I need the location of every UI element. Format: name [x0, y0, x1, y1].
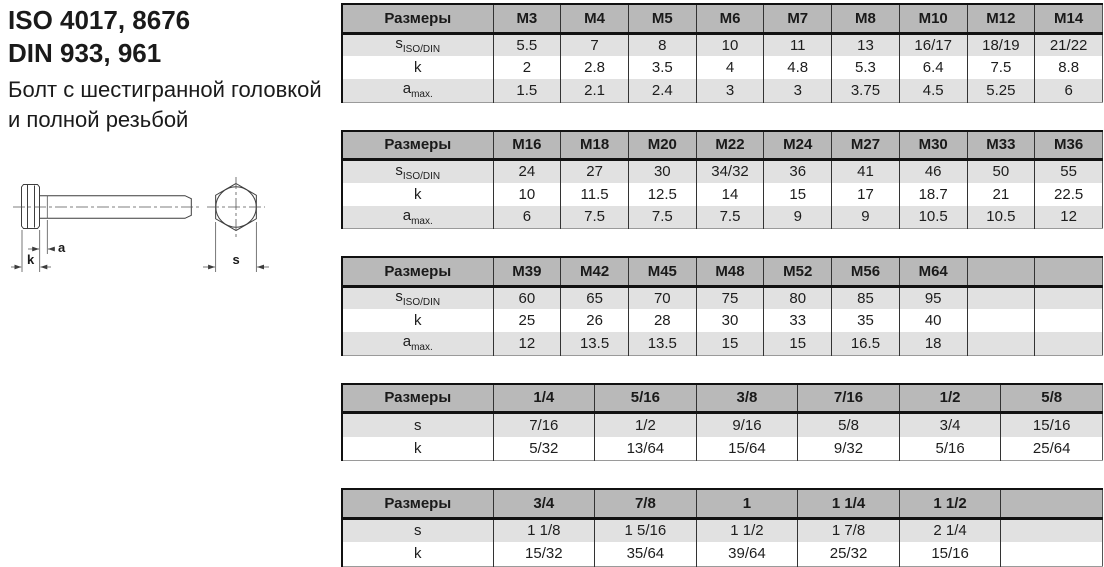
size-value-cell: 7/16 — [493, 413, 595, 437]
column-header-empty — [1001, 489, 1103, 518]
row-label-k: k — [414, 59, 422, 76]
size-value-cell: 8.8 — [1035, 56, 1103, 79]
column-header-7-8: 7/8 — [595, 489, 697, 518]
column-header-5-8: 5/8 — [1001, 384, 1103, 413]
column-header-5-16: 5/16 — [595, 384, 697, 413]
size-value-cell: 21 — [967, 183, 1035, 206]
size-value-cell: 1 1/8 — [493, 518, 595, 542]
table-header-row — [342, 4, 1103, 33]
column-header-m16: M16 — [493, 131, 561, 160]
size-value-cell: 1.5 — [493, 79, 561, 102]
size-value-cell: 6 — [493, 206, 561, 229]
size-value-cell: 9/16 — [696, 413, 798, 437]
size-value-cell: 1 7/8 — [798, 518, 900, 542]
size-value-cell: 30 — [696, 309, 764, 332]
dimension-row-s — [342, 33, 1103, 56]
size-value-cell: 18/19 — [967, 33, 1035, 56]
column-header-m36: M36 — [1035, 131, 1103, 160]
column-header-7-16: 7/16 — [798, 384, 900, 413]
column-header-m27: M27 — [832, 131, 900, 160]
size-value-cell: 15 — [696, 332, 764, 355]
column-header-m56: M56 — [832, 257, 900, 286]
table-header-row — [342, 384, 1103, 413]
table-header-label: Размеры — [342, 489, 493, 518]
size-value-cell: 12 — [1035, 206, 1103, 229]
row-label-s: $s_{ISO/DIN}$ — [395, 35, 441, 56]
column-header-1: 1 — [696, 489, 798, 518]
size-value-cell: 1/2 — [595, 413, 697, 437]
size-value-cell: 15/32 — [493, 542, 595, 566]
size-value-cell: 1 5/16 — [595, 518, 697, 542]
column-header-3-8: 3/8 — [696, 384, 798, 413]
size-value-cell: 39/64 — [696, 542, 798, 566]
dimension-k — [11, 230, 51, 272]
column-header-m45: M45 — [628, 257, 696, 286]
size-value-cell: 10.5 — [967, 206, 1035, 229]
dimension-row-s — [342, 413, 1103, 437]
size-value-cell: 40 — [899, 309, 967, 332]
size-value-cell: 18 — [899, 332, 967, 355]
product-description — [8, 75, 342, 135]
row-label-a: $a_{max.}$ — [402, 333, 433, 354]
table-header-label: Размеры — [342, 384, 493, 413]
size-value-cell: 12.5 — [628, 183, 696, 206]
column-header-m10: M10 — [899, 4, 967, 33]
table-header-label: Размеры — [342, 4, 493, 33]
size-value-cell: 9/32 — [798, 437, 900, 461]
size-value-cell: 85 — [832, 286, 900, 309]
size-value-cell: 10 — [696, 33, 764, 56]
column-header-m33: M33 — [967, 131, 1035, 160]
size-value-cell: 4.5 — [899, 79, 967, 102]
size-value-cell: 70 — [628, 286, 696, 309]
size-value-cell: 7.5 — [696, 206, 764, 229]
size-value-cell: 8 — [628, 33, 696, 56]
dimension-tables-panel — [341, 3, 1103, 567]
dimension-row-a — [342, 332, 1103, 355]
dimension-table-inch-small — [341, 383, 1103, 462]
size-value-cell: 21/22 — [1035, 33, 1103, 56]
standard-iso-title: ISO 4017, 8676 — [8, 5, 191, 35]
size-value-cell: 5/16 — [899, 437, 1001, 461]
size-value-cell: 1 1/2 — [696, 518, 798, 542]
column-header-m52: M52 — [764, 257, 832, 286]
row-label-s: s — [414, 522, 422, 540]
dimension-row-k — [342, 183, 1103, 206]
size-value-cell: 7.5 — [628, 206, 696, 229]
column-header-m42: M42 — [561, 257, 629, 286]
column-header-1-1-4: 1 1/4 — [798, 489, 900, 518]
dimension-k-label: k — [27, 252, 35, 267]
size-value-cell: 3/4 — [899, 413, 1001, 437]
size-value-cell: 13.5 — [628, 332, 696, 355]
size-value-cell: 25/32 — [798, 542, 900, 566]
size-value-cell: 33 — [764, 309, 832, 332]
size-value-cell: 10.5 — [899, 206, 967, 229]
empty-cell — [967, 309, 1035, 332]
size-value-cell: 6.4 — [899, 56, 967, 79]
column-header-m30: M30 — [899, 131, 967, 160]
row-label-k: k — [414, 439, 422, 457]
size-value-cell: 27 — [561, 160, 629, 183]
size-value-cell: 2.4 — [628, 79, 696, 102]
dimension-a-label: a — [58, 240, 66, 255]
dimension-row-k — [342, 437, 1103, 461]
bolt-head-side-view — [22, 185, 40, 229]
size-value-cell: 16/17 — [899, 33, 967, 56]
column-header-m39: M39 — [493, 257, 561, 286]
column-header-m48: M48 — [696, 257, 764, 286]
size-value-cell: 15 — [764, 183, 832, 206]
size-value-cell: 11.5 — [561, 183, 629, 206]
size-value-cell: 75 — [696, 286, 764, 309]
size-value-cell: 25/64 — [1001, 437, 1103, 461]
description-line-1: Болт с шестигранной головкой — [8, 77, 322, 102]
column-header-m7: M7 — [764, 4, 832, 33]
column-header-m12: M12 — [967, 4, 1035, 33]
size-value-cell: 35/64 — [595, 542, 697, 566]
size-value-cell: 2.8 — [561, 56, 629, 79]
size-value-cell: 11 — [764, 33, 832, 56]
size-value-cell: 34/32 — [696, 160, 764, 183]
size-value-cell: 7.5 — [967, 56, 1035, 79]
size-value-cell: 5/32 — [493, 437, 595, 461]
table-header-row — [342, 131, 1103, 160]
column-header-m22: M22 — [696, 131, 764, 160]
size-value-cell: 24 — [493, 160, 561, 183]
size-value-cell: 26 — [561, 309, 629, 332]
size-value-cell: 16.5 — [832, 332, 900, 355]
column-header-1-4: 1/4 — [493, 384, 595, 413]
size-value-cell: 3.5 — [628, 56, 696, 79]
description-line-2: и полной резьбой — [8, 107, 189, 132]
size-value-cell: 41 — [832, 160, 900, 183]
size-value-cell: 35 — [832, 309, 900, 332]
empty-cell — [1035, 332, 1103, 355]
size-value-cell: 13 — [832, 33, 900, 56]
column-header-m24: M24 — [764, 131, 832, 160]
size-value-cell: 6 — [1035, 79, 1103, 102]
size-value-cell: 3.75 — [832, 79, 900, 102]
table-header-row — [342, 257, 1103, 286]
size-value-cell: 17 — [832, 183, 900, 206]
size-value-cell: 3 — [696, 79, 764, 102]
size-value-cell: 22.5 — [1035, 183, 1103, 206]
size-value-cell: 9 — [832, 206, 900, 229]
row-label-k: k — [414, 545, 422, 563]
standard-din-title: DIN 933, 961 — [8, 38, 162, 68]
size-value-cell: 15/64 — [696, 437, 798, 461]
size-value-cell: 7.5 — [561, 206, 629, 229]
size-value-cell: 5.5 — [493, 33, 561, 56]
row-label-a: $a_{max.}$ — [402, 206, 433, 227]
size-value-cell: 60 — [493, 286, 561, 309]
size-value-cell: 5.25 — [967, 79, 1035, 102]
table-header-row — [342, 489, 1103, 518]
column-header-m5: M5 — [628, 4, 696, 33]
size-value-cell: 7 — [561, 33, 629, 56]
column-header-m4: M4 — [561, 4, 629, 33]
empty-cell — [1035, 286, 1103, 309]
table-header-label: Размеры — [342, 257, 493, 286]
size-value-cell: 46 — [899, 160, 967, 183]
size-value-cell: 2.1 — [561, 79, 629, 102]
size-value-cell: 36 — [764, 160, 832, 183]
dimension-row-k — [342, 309, 1103, 332]
dimension-s-label: s — [232, 252, 240, 267]
dimension-table-metric-m3-m14 — [341, 3, 1103, 103]
empty-cell — [967, 332, 1035, 355]
size-value-cell: 10 — [493, 183, 561, 206]
dimension-row-k — [342, 542, 1103, 566]
dimension-row-a — [342, 79, 1103, 102]
row-label-k: k — [414, 312, 422, 329]
size-value-cell: 12 — [493, 332, 561, 355]
size-value-cell: 95 — [899, 286, 967, 309]
size-value-cell: 4.8 — [764, 56, 832, 79]
size-value-cell: 5/8 — [798, 413, 900, 437]
bolt-technical-drawing — [8, 164, 308, 334]
dimension-table-metric-m39-m64 — [341, 256, 1103, 356]
column-header-1-2: 1/2 — [899, 384, 1001, 413]
size-value-cell: 14 — [696, 183, 764, 206]
column-header-m6: M6 — [696, 4, 764, 33]
column-header-m8: M8 — [832, 4, 900, 33]
row-label-a: $a_{max.}$ — [402, 80, 433, 101]
size-value-cell: 30 — [628, 160, 696, 183]
column-header-m20: M20 — [628, 131, 696, 160]
empty-cell — [1001, 542, 1103, 566]
size-value-cell: 2 — [493, 56, 561, 79]
size-value-cell: 15/16 — [1001, 413, 1103, 437]
size-value-cell: 65 — [561, 286, 629, 309]
table-header-label: Размеры — [342, 131, 493, 160]
size-value-cell: 13/64 — [595, 437, 697, 461]
column-header-m64: M64 — [899, 257, 967, 286]
dimension-row-s — [342, 160, 1103, 183]
size-value-cell: 2 1/4 — [899, 518, 1001, 542]
size-value-cell: 9 — [764, 206, 832, 229]
column-header-m18: M18 — [561, 131, 629, 160]
size-value-cell: 80 — [764, 286, 832, 309]
row-label-s: s — [414, 416, 422, 434]
left-panel — [8, 4, 342, 267]
dimension-row-s — [342, 518, 1103, 542]
row-label-s: $s_{ISO/DIN}$ — [395, 288, 441, 309]
dimension-row-k — [342, 56, 1103, 79]
size-value-cell: 15/16 — [899, 542, 1001, 566]
dimension-row-s — [342, 286, 1103, 309]
size-value-cell: 15 — [764, 332, 832, 355]
size-value-cell: 5.3 — [832, 56, 900, 79]
column-header-3-4: 3/4 — [493, 489, 595, 518]
row-label-s: $s_{ISO/DIN}$ — [395, 161, 441, 182]
bolt-drawing-svg — [8, 164, 308, 334]
size-value-cell: 4 — [696, 56, 764, 79]
size-value-cell: 25 — [493, 309, 561, 332]
dimension-table-inch-large — [341, 488, 1103, 567]
dimension-row-a — [342, 206, 1103, 229]
empty-cell — [1001, 518, 1103, 542]
dimension-table-metric-m16-m36 — [341, 130, 1103, 230]
size-value-cell: 13.5 — [561, 332, 629, 355]
size-value-cell: 28 — [628, 309, 696, 332]
size-value-cell: 3 — [764, 79, 832, 102]
row-label-k: k — [414, 185, 422, 203]
column-header-empty — [1035, 257, 1103, 286]
size-value-cell: 18.7 — [899, 183, 967, 206]
column-header-empty — [967, 257, 1035, 286]
size-value-cell: 55 — [1035, 160, 1103, 183]
empty-cell — [1035, 309, 1103, 332]
column-header-m14: M14 — [1035, 4, 1103, 33]
column-header-m3: M3 — [493, 4, 561, 33]
column-header-1-1-2: 1 1/2 — [899, 489, 1001, 518]
size-value-cell: 50 — [967, 160, 1035, 183]
empty-cell — [967, 286, 1035, 309]
